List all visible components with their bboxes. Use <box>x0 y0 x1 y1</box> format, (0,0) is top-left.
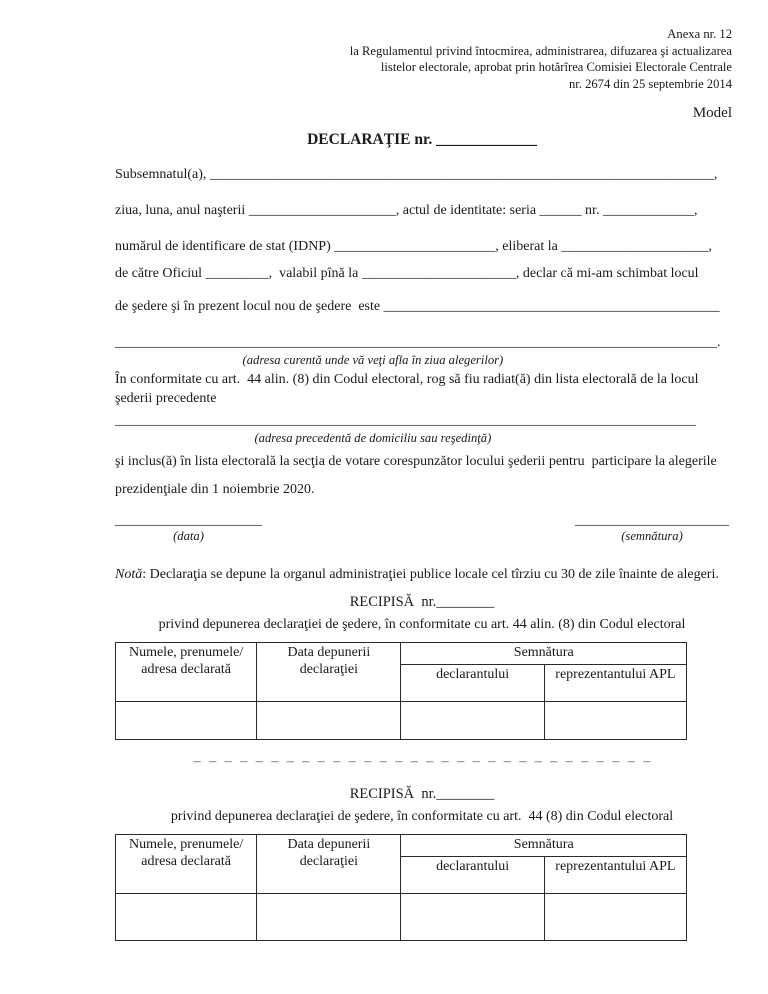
receipt-2-empty-cell-name <box>116 893 257 940</box>
receipt-2-col-name-header: Numele, prenumele/ adresa declarată <box>116 834 257 893</box>
receipt-2-empty-cell-date <box>257 893 401 940</box>
receipt-2-table <box>115 834 687 941</box>
signature-block <box>575 512 729 544</box>
declaration-title-text: DECLARAŢIE nr. <box>307 131 437 149</box>
date-signature-block <box>115 512 262 544</box>
blank-adresa-curenta: ______________________________________________________________________________________. <box>115 335 721 351</box>
receipt-1-number-blank: ________ <box>436 593 495 610</box>
receipt-1-empty-cell-name <box>116 701 257 739</box>
form-line-sedere: de şedere şi în prezent locul nou de şedere este ________________________________________________ <box>115 299 720 315</box>
receipt-1-col-date-header: Data depunerii declaraţiei <box>257 642 401 701</box>
paragraph-includere: şi inclus(ă) în lista electorală la secţia de votare corespunzător locului şederii pentru participare la alegerile prezidenţiale din 1 noiembrie 2020. <box>115 454 721 498</box>
receipt-1-title <box>115 594 729 611</box>
receipt-2-col-declarant-header: declarantului <box>401 856 544 893</box>
model-label: Model <box>692 105 732 122</box>
date-blank: _____________________ <box>115 513 262 529</box>
receipt-2-title <box>115 786 729 803</box>
note-label: Notă <box>115 567 143 583</box>
form-line-nastere: ziua, luna, anul naşterii _____________________, actul de identitate: seria ______ nr. _____________, <box>115 203 698 219</box>
declaration-number-blank: _____________ <box>436 131 537 149</box>
signature-row <box>115 512 729 544</box>
receipt-1-empty-cell-declarant <box>401 701 544 739</box>
declaration-title <box>115 131 729 149</box>
note-text: : Declaraţia se depune la organul administraţiei publice locale cel tîrziu cu 30 de zile înainte de alegeri. <box>142 567 719 583</box>
receipt-2-subtitle: privind depunerea declaraţiei de şedere, în conformitate cu art. 44 (8) din Codul electoral <box>170 808 674 824</box>
receipt-1-table <box>115 642 687 740</box>
receipt-1-subtitle: privind depunerea declaraţiei de şedere, în conformitate cu art. 44 alin. (8) din Codul electoral <box>158 616 686 632</box>
receipt-1-col-name-header: Numele, prenumele/ adresa declarată <box>116 642 257 701</box>
receipt-2-col-apl-header: reprezentantului APL <box>544 856 686 893</box>
signature-blank: ______________________ <box>575 513 729 529</box>
caption-adresa-precedenta: (adresa precedentă de domiciliu sau reşedinţă) <box>254 431 492 446</box>
paragraph-radiere: În conformitate cu art. 44 alin. (8) din Codul electoral, rog să fiu radiat(ă) din lista electorală de la locul şederii precedente <box>115 372 706 406</box>
receipt-2-col-signature-header: Semnătura <box>401 834 687 856</box>
receipt-2-col-date-header: Data depunerii declaraţiei <box>257 834 401 893</box>
blank-adresa-precedenta: ___________________________________________________________________________________ <box>115 413 696 429</box>
receipt-2-number-blank: ________ <box>436 785 495 802</box>
receipt-2-empty-cell-apl <box>544 893 686 940</box>
annex-header-line-2: la Regulamentul privind întocmirea, administrarea, difuzarea şi actualizarea <box>349 43 732 58</box>
note-paragraph <box>115 566 729 585</box>
date-caption: (data) <box>173 529 204 544</box>
cut-line-separator: – – – – – – – – – – – – – – – – – – – – – – – – – – – – – – <box>193 753 651 769</box>
signature-caption: (semnătura) <box>621 529 683 544</box>
receipt-2-empty-cell-declarant <box>401 893 544 940</box>
annex-header-line-3: listelor electorale, aprobat prin hotărîrea Comisiei Electorale Centrale <box>380 60 732 75</box>
receipt-2-title-text: RECIPISĂ nr. <box>349 785 437 802</box>
receipt-1-col-declarant-header: declarantului <box>401 664 544 701</box>
receipt-1-empty-cell-date <box>257 701 401 739</box>
annex-header-line-1: Anexa nr. 12 <box>667 27 732 41</box>
caption-adresa-curenta: (adresa curentă unde vă veţi afla în ziua alegerilor) <box>242 353 504 368</box>
annex-header <box>115 26 732 92</box>
receipt-1-title-text: RECIPISĂ nr. <box>349 593 437 610</box>
form-line-subsemnatul: Subsemnatul(a), ________________________________________________________________________, <box>115 167 718 183</box>
receipt-1-empty-cell-apl <box>544 701 686 739</box>
receipt-1-col-signature-header: Semnătura <box>401 642 687 664</box>
form-line-idnp: numărul de identificare de stat (IDNP) _______________________, eliberat la _____________________, <box>115 239 712 255</box>
form-line-oficiu: de către Oficiul _________, valabil pînă la ______________________, declar că mi-am schimbat locul <box>115 266 699 282</box>
annex-header-line-4: nr. 2674 din 25 septembrie 2014 <box>569 76 732 91</box>
receipt-1-col-apl-header: reprezentantului APL <box>544 664 686 701</box>
